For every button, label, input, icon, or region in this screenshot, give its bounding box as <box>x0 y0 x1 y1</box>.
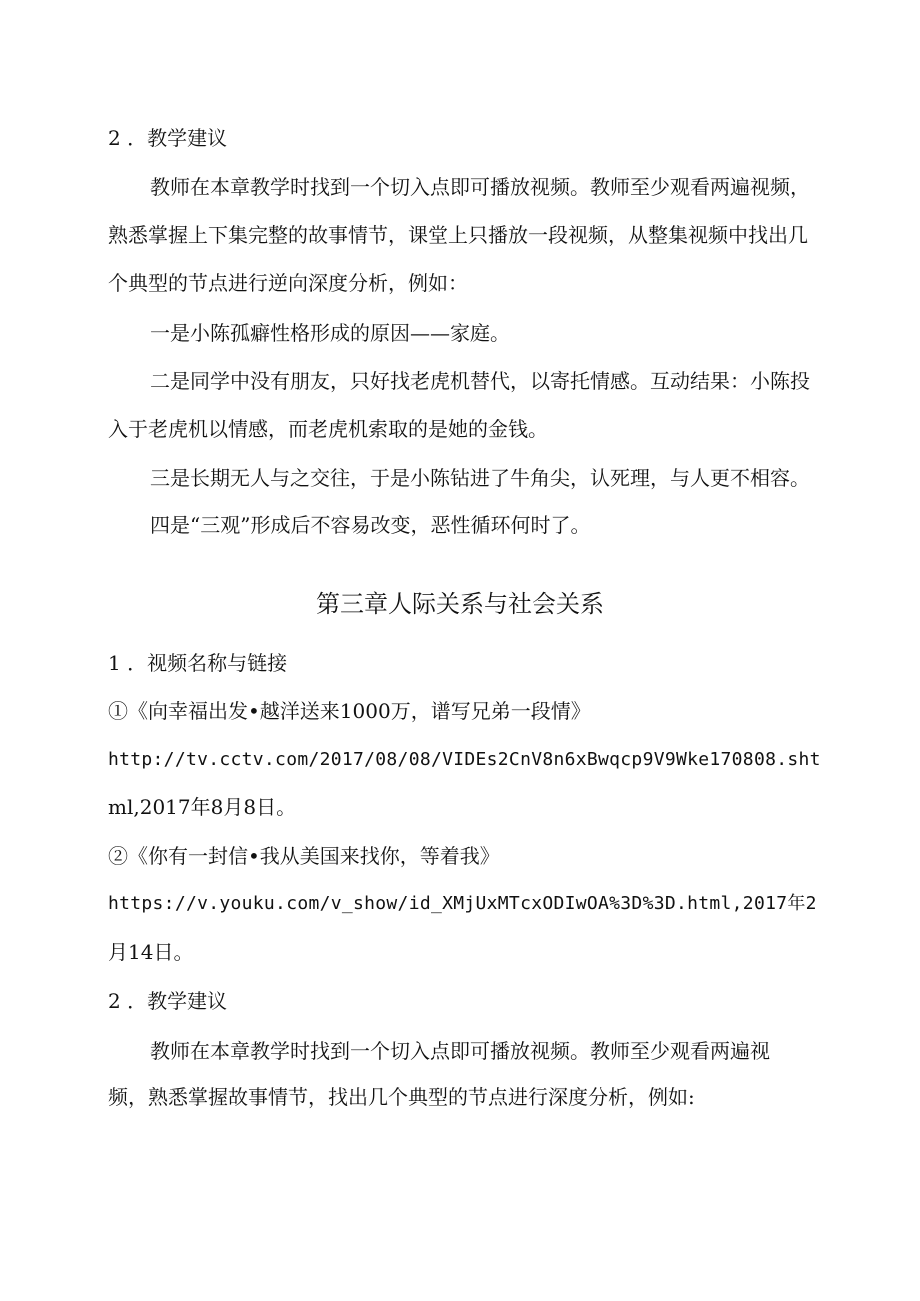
video-date-2: 月14日。 <box>108 940 194 964</box>
point-two-line: 入于老虎机以情感，而老虎机索取的是她的金钱。 <box>108 417 548 441</box>
section-heading-video-links: 1 ．视频名称与链接 <box>108 651 288 675</box>
paragraph-line: 熟悉掌握上下集完整的故事情节，课堂上只播放一段视频，从整集视频中找出几 <box>108 223 808 247</box>
video-date-1: ml,2017年8月8日。 <box>108 795 297 819</box>
paragraph-line: 教师在本章教学时找到一个切入点即可播放视频。教师至少观看两遍视频， <box>150 175 810 199</box>
point-four: 四是“三观”形成后不容易改变，恶性循环何时了。 <box>150 513 591 537</box>
section-heading-teaching-advice: 2 ．教学建议 <box>108 126 228 150</box>
video-title-2: ②《你有一封信•我从美国来找你，等着我》 <box>108 844 500 868</box>
paragraph-line: 个典型的节点进行逆向深度分析，例如： <box>108 271 468 295</box>
video-title-1: ①《向幸福出发•越洋送来1000万，谱写兄弟一段情》 <box>108 699 591 723</box>
paragraph-line: 教师在本章教学时找到一个切入点即可播放视频。教师至少观看两遍视 <box>150 1039 770 1063</box>
video-url-1: http://tv.cctv.com/2017/08/08/VIDEs2CnV8n6xBwqcp9V9Wke170808.sht <box>108 749 821 770</box>
video-url-2: https://v.youku.com/v_show/id_XMjUxMTcxODIwOA%3D%3D.html,2017年2 <box>108 893 817 914</box>
section-heading-teaching-advice-2: 2 ．教学建议 <box>108 989 228 1013</box>
paragraph-line: 频，熟悉掌握故事情节，找出几个典型的节点进行深度分析，例如: <box>108 1085 695 1109</box>
point-one: 一是小陈孤癖性格形成的原因——家庭。 <box>150 321 510 345</box>
point-two-line: 二是同学中没有朋友，只好找老虎机替代，以寄托情感。互动结果：小陈投 <box>150 369 810 393</box>
point-three: 三是长期无人与之交往，于是小陈钻进了牛角尖，认死理，与人更不相容。 <box>150 466 810 490</box>
chapter-title: 第三章人际关系与社会关系 <box>316 590 604 618</box>
